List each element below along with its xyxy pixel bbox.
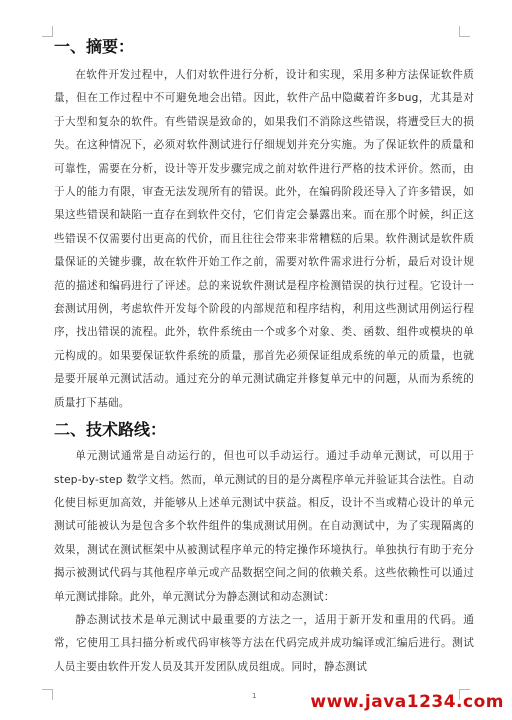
technical-route-paragraph-2: 静态测试技术是单元测试中最重要的方法之一，适用于新开发和重用的代码。通常，它使用工具扫描分析或代码审核等方法在代码完成并成功编译或汇编后进行。测试人员主要由软件开发人员及其开发团队成员组成。同时，静态测试 [54,613,474,673]
watermark-text: www.java1234.com [310,692,504,712]
document-body [54,36,474,679]
technical-route-paragraph-1: 单元测试通常是自动运行的，但也可以手动运行。通过手动单元测试，可以用于 step-by-step 数学文档。然而，单元测试的目的是分离程序单元并验证其合法性。自动化使目标更加高效，并能够从上述单元测试中获益。相反，设计不当或精心设计的单元测试可能被认为是包含多个软件组件的集成测试用例。在自动测试中，为了实现隔离的效果，测试在测试框架中从被测试程序单元的特定操作环境执行。单独执行有助于充分揭示被测试代码与其他程序单元或产品数据空间之间的依赖关系。这些依赖性可以通过单元测试排除。此外，单元测试分为静态测试和动态测试： [54,450,474,603]
section-heading-abstract: 一、摘要： [54,37,135,56]
crop-mark-bottom-left [42,689,53,700]
crop-mark-top-left [42,26,53,37]
section-heading-technical-route: 二、技术路线： [54,420,167,440]
abstract-paragraph: 在软件开发过程中，人们对软件进行分析，设计和实现，采用多种方法保证软件质量，但在工作过程中不可避免地会出错。因此，软件产品中隐藏着许多bug，尤其是对于大型和复杂的软件。有些错误是致命的，如果我们不消除这些错误，将遭受巨大的损失。在这种情况下，必须对软件测试进行仔细规划并充分实施。为了保证软件的质量和可靠性，需要在分析，设计等开发步骤完成之前对软件进行严格的技术评价。然而，由于人的能力有限，审查无法发现所有的错误。此外，在编码阶段还导入了许多错误，如果这些错误和缺陷一直存在到软件交付，它们肯定会暴露出来。而在那个时候，纠正这些错误不仅需要付出更高的代价，而且往往会带来非常糟糕的后果。软件测试是软件质量保证的关键步骤，故在软件开始工作之前，需要对软件需求进行分析，最后对设计规范的描述和编码进行了评述。总的来说软件测试是程序检测错误的执行过程。它设计一套测试用例，考虑软件开发每个阶段的内部规范和程序结构，利用这些测试用例运行程序，找出错误的流程。此外，软件系统由一个或多个对象、类、函数、组件或模块的单元构成的。如果要保证软件系统的质量，那首先必须保证组成系统的单元的质量，也就是要开展单元测试活动。通过充分的单元测试确定并修复单元中的问题，从而为系统的质量打下基础。 [54,69,474,409]
page-number: 1 [252,692,257,700]
